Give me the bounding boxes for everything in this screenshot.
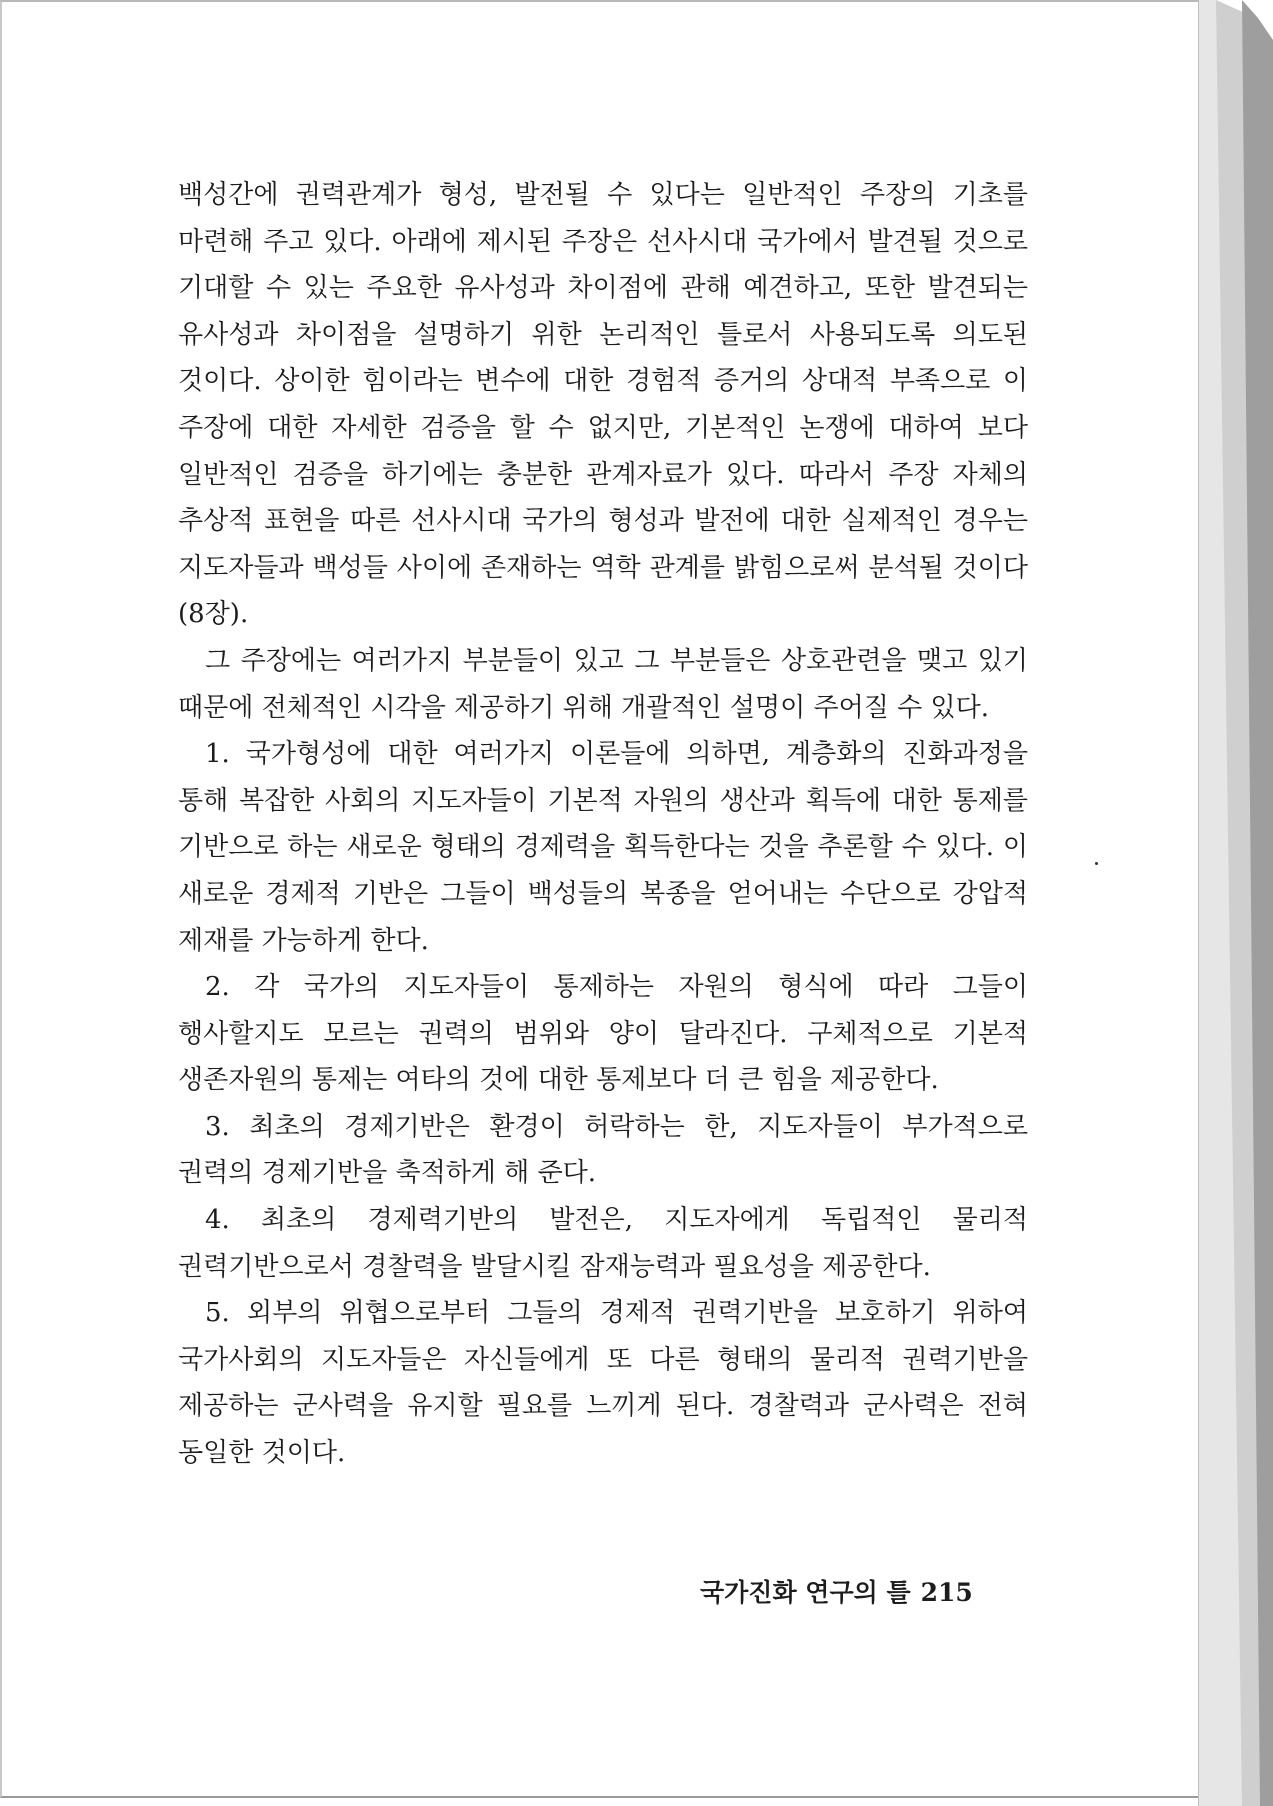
list-item-1: 1. 국가형성에 대한 여러가지 이론들에 의하면, 계층화의 진화과정을 통해 복잡한 사회의 지도자들이 기본적 자원의 생산과 획득에 대한 통제를 기반으로 하는 새로운 형태의 경제력을 획득한다는 것을 추론할 수 있다. 이 새로운 경제적 기반은 그들이 백성들의 복종을 얻어내는 수단으로 강압적 제재를 가능하게 한다. (178, 739, 1028, 956)
scan-speck (1095, 862, 1098, 865)
paragraph-continued: 백성간에 권력관계가 형성, 발전될 수 있다는 일반적인 주장의 기초를 마련해 주고 있다. 아래에 제시된 주장은 선사시대 국가에서 발견될 것으로 기대할 수 있는 주요한 유사성과 차이점에 관해 예견하고, 또한 발견되는 유사성과 차이점을 설명하기 위한 논리적인 틀로서 사용되도록 의도된 것이다. 상이한 힘이라는 변수에 대한 경험적 증거의 상대적 부족으로 이 주장에 대한 자세한 검증을 할 수 없지만, 기본적인 논쟁에 대하여 보다 일반적인 검증을 하기에는 충분한 관계자료가 있다. 따라서 주장 자체의 추상적 표현을 따른 선사시대 국가의 형성과 발전에 대한 실제적인 경우는 지도자들과 백성들 사이에 존재하는 역학 관계를 밝힘으로써 분석될 것이다(8장). (178, 180, 1028, 630)
page-edge-stack (1198, 0, 1273, 1806)
list-item-2: 2. 각 국가의 지도자들이 통제하는 자원의 형식에 따라 그들이 행사할지도 모르는 권력의 범위와 양이 달라진다. 구체적으로 기본적 생존자원의 통제는 여타의 것에 대한 통제보다 더 큰 힘을 제공한다. (178, 972, 1028, 1096)
page-number: 215 (920, 1578, 973, 1607)
list-item-4: 4. 최초의 경제력기반의 발전은, 지도자에게 독립적인 물리적 권력기반으로서 경찰력을 발달시킬 잠재능력과 필요성을 제공한다. (178, 1205, 1028, 1282)
page-footer (700, 1573, 1000, 1609)
list-item-3: 3. 최초의 경제기반은 환경이 허락하는 한, 지도자들이 부가적으로 권력의 경제기반을 축적하게 해 준다. (178, 1111, 1028, 1189)
running-title: 국가진화 연구의 틀 (700, 1578, 911, 1607)
paragraph-overview: 그 주장에는 여러가지 부분들이 있고 그 부분들은 상호관련을 맺고 있기 때문에 전체적인 시각을 제공하기 위해 개괄적인 설명이 주어질 수 있다. (178, 645, 1028, 723)
body-text (178, 172, 1028, 1477)
list-item-5: 5. 외부의 위협으로부터 그들의 경제적 권력기반을 보호하기 위하여 국가사회의 지도자들은 자신들에게 또 다른 형태의 물리적 권력기반을 제공하는 군사력을 유지할 필요를 느끼게 된다. 경찰력과 군사력은 전혀 동일한 것이다. (178, 1298, 1028, 1469)
